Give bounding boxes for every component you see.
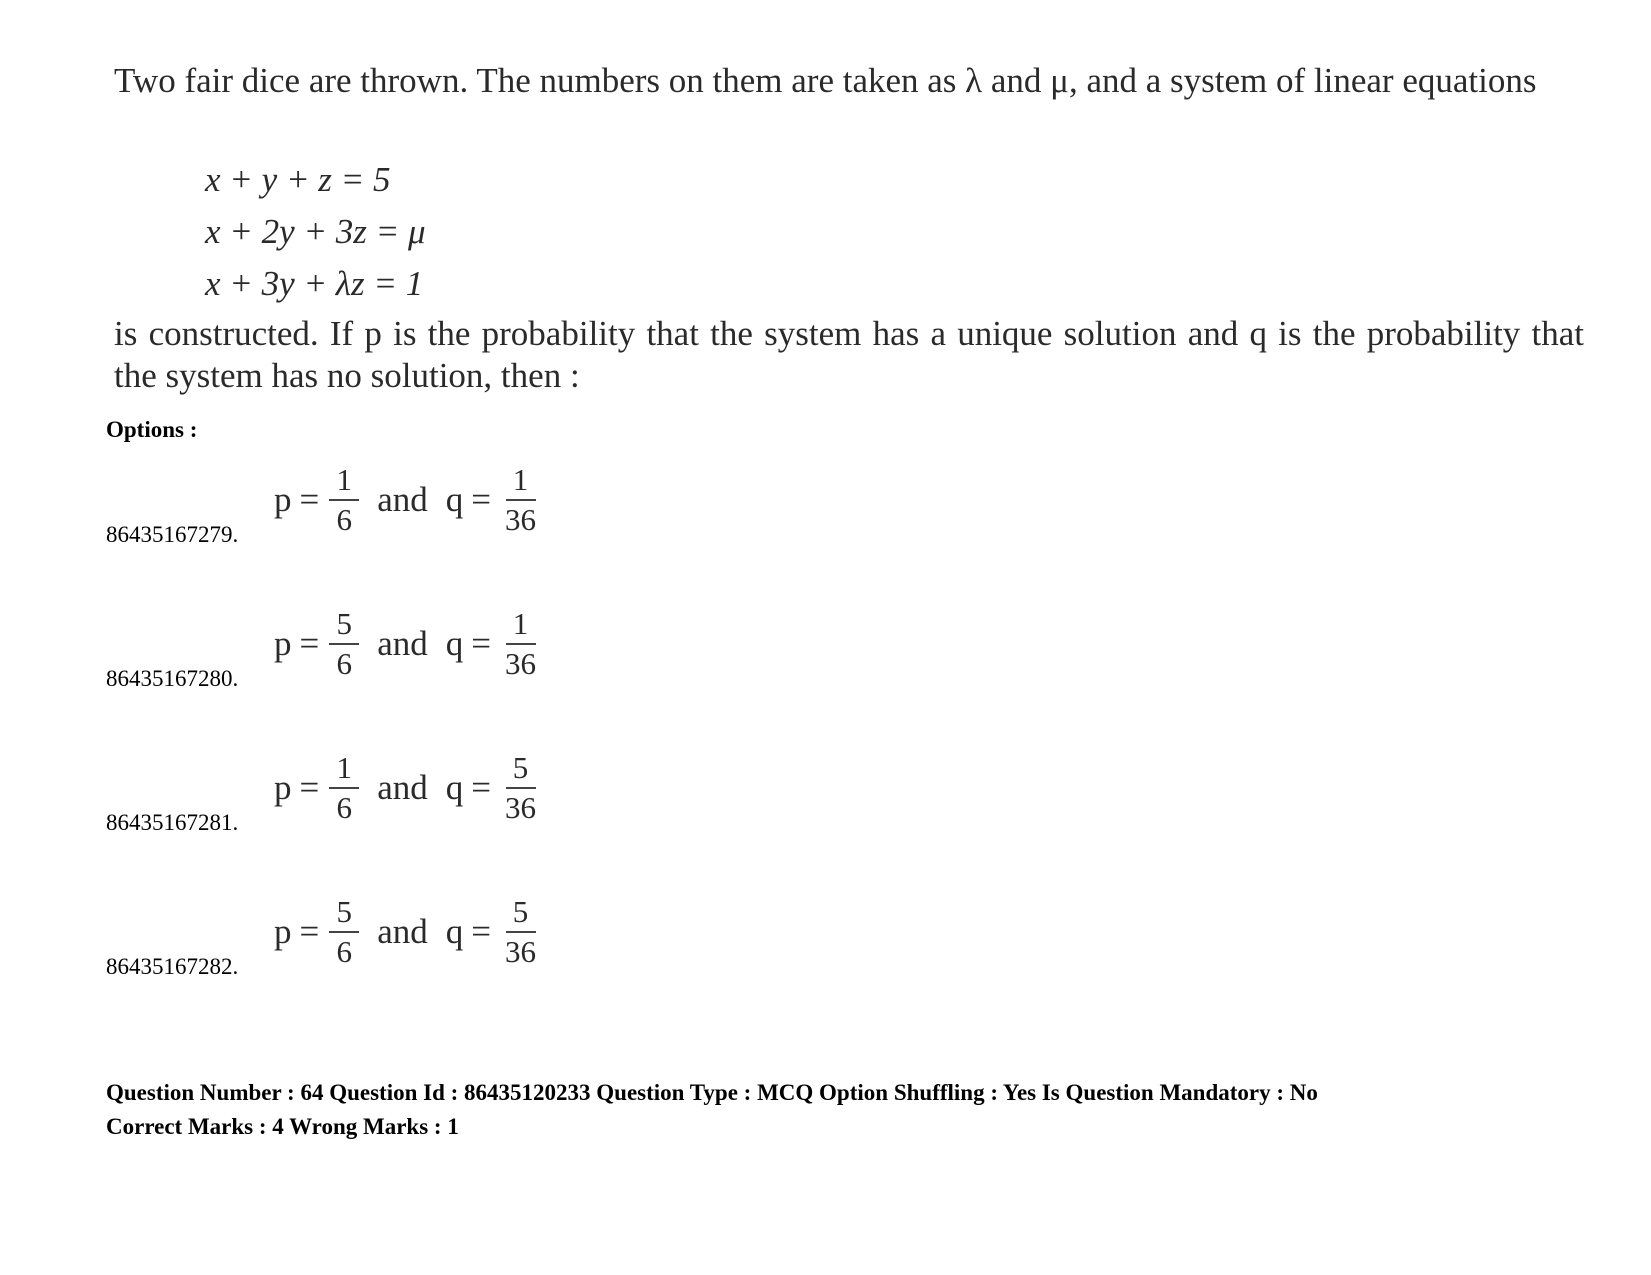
p-numerator: 5 [329,895,359,933]
and-text: and [377,912,428,951]
q-numerator: 1 [506,463,536,501]
question-meta-line-1: Question Number : 64 Question Id : 86435120233 Question Type : MCQ Option Shuffling : Yes Is Question Mandatory : No [106,1080,1318,1105]
equals-sign: = [299,768,320,807]
equals-sign: = [299,624,320,663]
option-row[interactable] [0,882,1651,1012]
q-variable: q [445,624,464,663]
p-fraction [329,751,359,825]
equals-sign: = [471,768,492,807]
option-expression [270,594,542,694]
q-fraction [501,751,540,825]
q-fraction [501,607,540,681]
option-id: 86435167280. [106,666,239,691]
option-id: 86435167281. [106,810,239,835]
q-variable: q [445,768,464,807]
and-text: and [377,624,428,663]
p-denominator: 6 [336,502,352,537]
option-expression [270,450,542,550]
question-intro: Two fair dice are thrown. The numbers on them are taken as λ and μ, and a system of linear equations [114,61,1537,100]
option-id: 86435167279. [106,522,239,547]
equation-3: x + 3y + λz = 1 [205,264,424,303]
option-expression [270,882,542,982]
q-numerator: 5 [506,895,536,933]
p-numerator: 5 [329,607,359,645]
question-outro: is constructed. If p is the probability that the system has a unique solution and q is the probability that the system has no solution, then : [114,314,1584,395]
options-label: Options : [106,417,198,442]
and-text: and [377,768,428,807]
q-numerator: 5 [506,751,536,789]
option-expression [270,738,542,838]
and-text: and [377,480,428,519]
equals-sign: = [471,624,492,663]
equals-sign: = [471,480,492,519]
p-variable: p [274,768,292,807]
p-denominator: 6 [336,646,352,681]
equals-sign: = [299,480,320,519]
equals-sign: = [471,912,492,951]
q-fraction [501,463,540,537]
p-numerator: 1 [329,463,359,501]
p-fraction [329,463,359,537]
q-numerator: 1 [506,607,536,645]
q-variable: q [445,480,464,519]
p-numerator: 1 [329,751,359,789]
question-meta-line-2: Correct Marks : 4 Wrong Marks : 1 [106,1114,459,1139]
p-fraction [329,895,359,969]
q-denominator: 36 [505,502,537,537]
p-variable: p [274,480,292,519]
option-row[interactable] [0,450,1651,580]
option-id: 86435167282. [106,954,239,979]
q-denominator: 36 [505,790,537,825]
option-row[interactable] [0,738,1651,868]
p-variable: p [274,912,292,951]
equals-sign: = [299,912,320,951]
p-denominator: 6 [336,790,352,825]
p-denominator: 6 [336,934,352,969]
equation-1: x + y + z = 5 [205,160,391,199]
q-fraction [501,895,540,969]
q-denominator: 36 [505,646,537,681]
q-denominator: 36 [505,934,537,969]
equation-2: x + 2y + 3z = μ [205,212,426,251]
p-fraction [329,607,359,681]
q-variable: q [445,912,464,951]
p-variable: p [274,624,292,663]
option-row[interactable] [0,594,1651,724]
